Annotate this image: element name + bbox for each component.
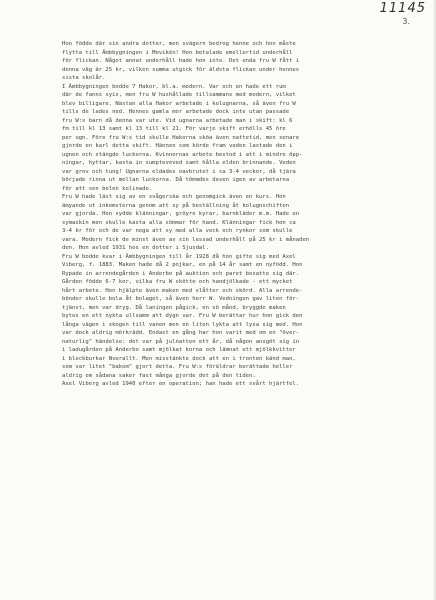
text-line: vara. Modern fick de minst även av sin lessad underhåll på 25 kr i månaden [62, 236, 310, 243]
text-line: för flickan. Något annat underhåll hade hon inte. Det enda fru W fått i [62, 58, 300, 64]
text-line: som var litet "bakom" gjort detta. Fru W:s föräldrar berättade heller [62, 364, 293, 370]
text-line: var gjorda. Hon sydde klänningar, gröyre kyrar, barnkläder m.m. Hade en [62, 211, 300, 217]
text-line: fm till kl 13 samt kl 13 till kl 21. För varje skift erhölls 45 öre [62, 126, 286, 132]
text-line: I Ämbbygningen bodde 7 Hakor, bl.a. modern. Var och en hade ett rum [62, 83, 286, 90]
text-line: Axel Viberg avled 1940 efter en operation; han hade ett svårt hjärtfel. [62, 381, 300, 387]
page-number: 3. [402, 17, 410, 26]
text-line: tills de lades ned. Hennes gamla mor arbetade dock inte utan passade [62, 109, 290, 115]
text-line: 3-4 kr för och de var noga att sy med alla veck och rynkor som skulle [62, 228, 293, 234]
text-line: långa vägen i skogen till vanen men en liten lykta att lysa sig med. Hon [62, 321, 303, 328]
text-line: ämyande ut inkomsterna genom att sy på beställning åt kolugnschiften [62, 202, 290, 209]
text-line: Fru W bodde kvar i Ämbbygningen till år 1928 då hon gifte sig med Axel [62, 253, 296, 260]
text-line: denna väg är 25 kr, vilken summa utgick för äldsta flickan under hennes [62, 66, 300, 73]
text-line: bönder skulle bola åt bolaget, så även herr W. Vedningen gav liten för- [62, 296, 300, 302]
reference-number: 11145 [379, 1, 426, 16]
text-line: symaskin men skulle kasta alla sömmar för hand. Klänningar fick hon ca [62, 219, 296, 226]
text-line: ugnen och stängde luckorna. Kvinnornas arbete bestod i att i mindre öpp- [62, 151, 303, 158]
text-line: ningar, hyttar, kasta in sumpteveved samt hålla elden brinnande. Veden [62, 160, 296, 166]
text-line: Fru W hade läst sig av en svågerska och genomgick även en kurs. Hon [62, 194, 286, 200]
text-line: var grov och tung! Ugnarna eldades oavbrutet i ca 3-4 veckor, då tjära [62, 168, 296, 175]
text-line: i bleckburkar Nverallt. Men misstänkte dock att en i tronten känd man, [62, 355, 296, 362]
text-line: fru W:s barn då denna var ute. Vid ugnarna arbetade man i skift: kl 6 [62, 117, 293, 124]
text-line: per ugn. Före fru W:s tid skulle Hakorna sköa även nattetid, men senare [62, 134, 300, 141]
text-line: Rypade in arrendegården i Anderbo på auktion och paret bosatte sig där. [62, 270, 300, 277]
text-line: Gården födde 6-7 kor, vilka fru W skötte och handjölkade - ett mycket [62, 279, 293, 285]
text-line: i ladugården på Anderbo samt mjölkat korna och lämnat ett mjölkkvitter [62, 347, 296, 353]
text-line: för att sen bolen kolinade. [62, 185, 153, 192]
text-line: gjorde en karl detta skift. Hännen som körde fram veden lastade den i [62, 143, 293, 149]
text-line: Viberg, f. 1883. Maken hade då 2 pojkar, en på 14 år samt en nyfödd. Hon [62, 262, 303, 268]
text-line: bytes en ett nykta ullsamm att dygn var. Fru W berättar hur hon gick den [62, 313, 303, 319]
text-line: aldrig om sådana saker fast många gjorde det på den tiden. [62, 372, 256, 379]
text-line: flytta till Ämbbygningen i Movikën! Hon betalade emellertid underhåll [62, 49, 293, 56]
text-line: hårt arbete. Hon hjälpte även maken med slåtter och skörd. Alla arrende- [62, 287, 303, 294]
text-line: sista skolår. [62, 75, 106, 81]
text-line: började rinna ut mellan luckorna. Då tömmdes desen igen av arbetarna [62, 177, 290, 183]
text-line: var dock aldrig mörkrädd. Endast en gång har hon varit med om en "över- [62, 330, 300, 336]
text-line: naturlig" händelse: det var på julnatten ett år, då någon ansgöt sig in [62, 338, 300, 345]
text-line: Hon födde där sin andra dotter, men svägern bedrog henne och hon måste [62, 41, 296, 47]
text-line: där de fanns syis, men fru W hushållade tillsammans med modern, vilket [62, 92, 296, 98]
text-line: blev billigare. Nästan alla Hakor arbetade i kolugnarna, så även fru W [62, 100, 296, 107]
text-line: den. Hon avled 1931 hos en dotter i Sjusdal. [62, 245, 209, 251]
body-text [62, 40, 414, 389]
text-line: tjänst, men var dryg. Då laningen pågick, en sö månd, bryggde maken [62, 304, 286, 311]
